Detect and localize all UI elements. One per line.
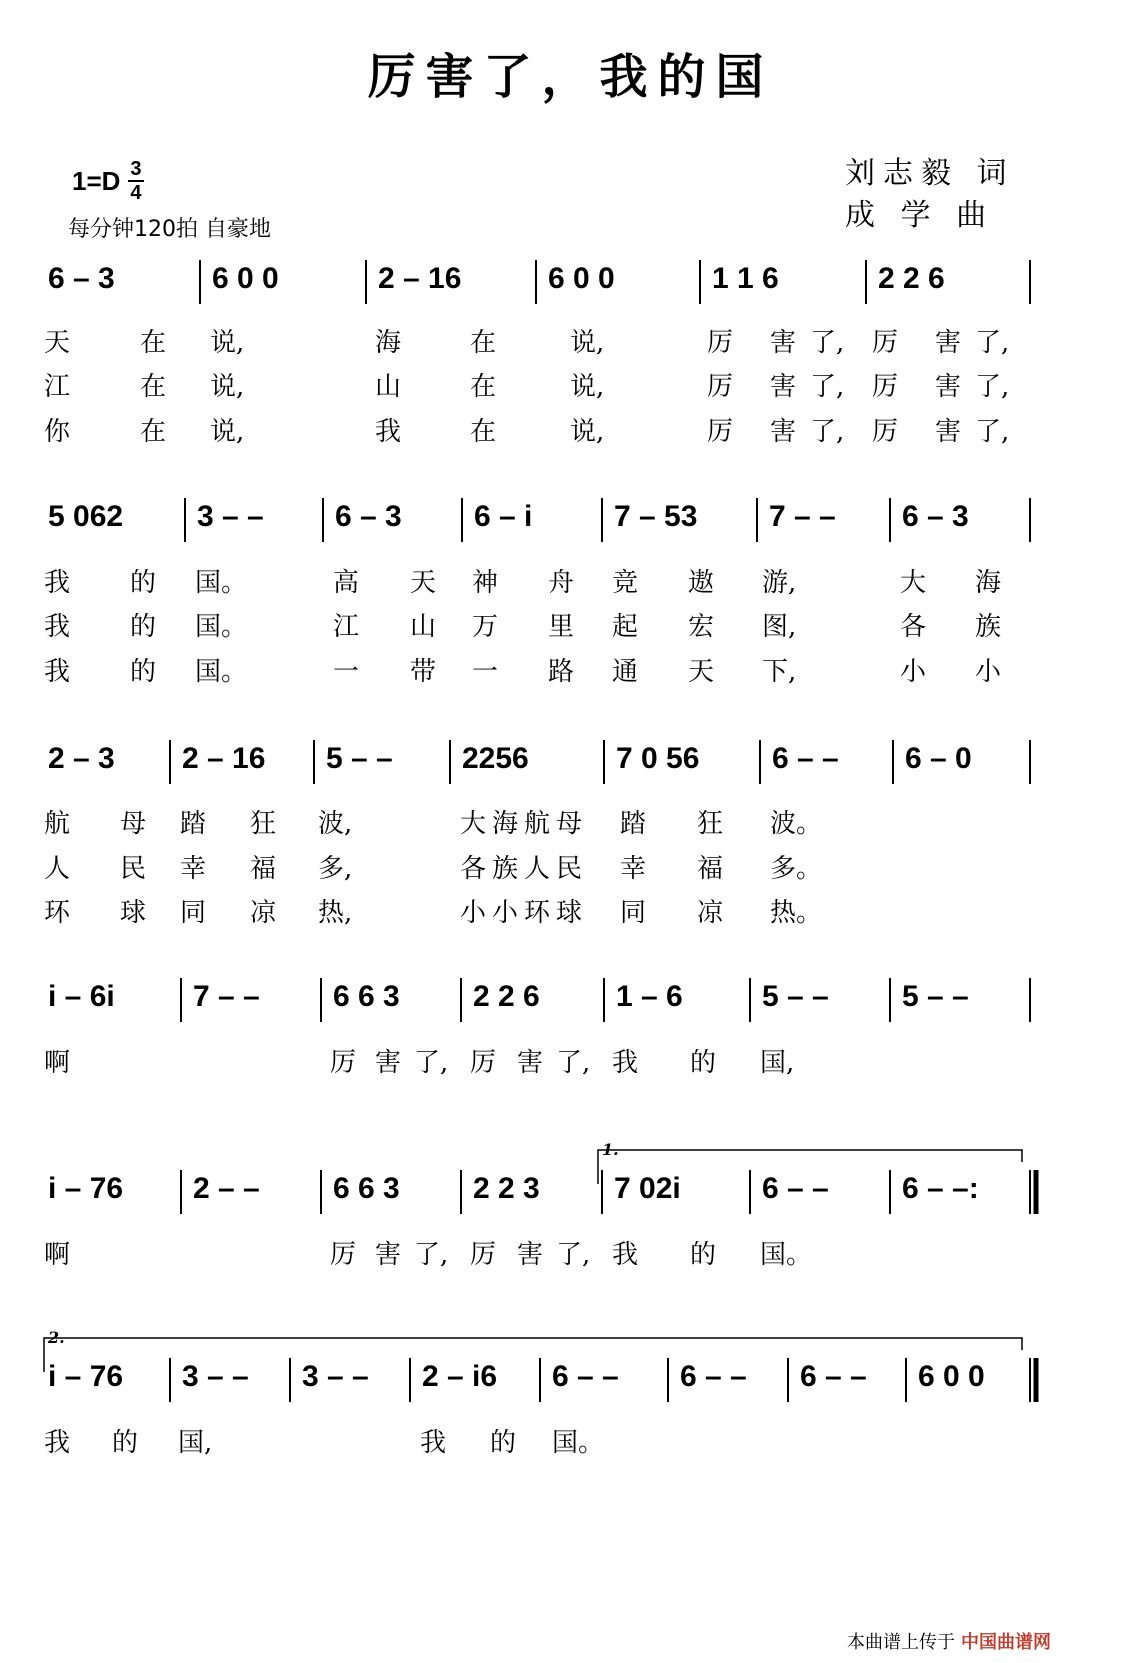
lyric-syllable: 环 <box>44 898 71 928</box>
lyric-syllable: 高 <box>333 568 360 598</box>
lyric-syllable: 幸 <box>620 854 647 884</box>
lyric-syllable: 凉 <box>697 898 724 928</box>
lyric-syllable: 波。 <box>770 809 823 839</box>
lyric-syllable: 凉 <box>250 898 277 928</box>
lyric-syllable: 航 <box>44 809 71 839</box>
lyric-syllable: 了, <box>414 1048 449 1078</box>
measure: 6 – 3 <box>335 500 402 533</box>
lyric-syllable: 我 <box>44 657 71 687</box>
lyric-syllable: 多。 <box>770 854 823 884</box>
time-sig-den: 4 <box>130 182 142 204</box>
measure: 3 – – <box>197 500 264 533</box>
lyric-syllable: 狂 <box>697 809 724 839</box>
measure: 6 – – <box>762 1172 829 1205</box>
lyric-syllable: 厉 <box>872 328 899 358</box>
lyric-syllable: 国。 <box>760 1240 813 1270</box>
lyric-syllable: 害 <box>935 417 962 447</box>
lyric-syllable: 我 <box>44 612 71 642</box>
measure: 6 6 3 <box>333 1172 400 1205</box>
lyric-syllable: 天 <box>44 328 71 358</box>
measure: 6 – i <box>474 500 533 533</box>
lyric-syllable: 带 <box>410 657 437 687</box>
lyric-syllable: 在 <box>470 372 497 402</box>
lyric-syllable: 一 <box>333 657 360 687</box>
lyric-syllable: 的 <box>490 1428 517 1458</box>
lyric-syllable: 宏 <box>688 612 715 642</box>
measure: 6 – 3 <box>48 262 115 295</box>
lyricist-credit: 刘志毅 词 <box>845 156 1015 191</box>
lyric-syllable: 厉 <box>330 1048 357 1078</box>
lyric-syllable: 了, <box>556 1240 591 1270</box>
lyric-syllable: 多, <box>318 854 353 884</box>
lyric-syllable: 厉 <box>707 328 734 358</box>
lyric-syllable: 竞 <box>612 568 639 598</box>
lyric-syllable: 同 <box>620 898 647 928</box>
lyric-syllable: 福 <box>250 854 277 884</box>
measure: 1 1 6 <box>712 262 779 295</box>
measure: 6 – – <box>772 742 839 775</box>
lyric-syllable: 热。 <box>770 898 823 928</box>
lyric-syllable: 热, <box>318 898 353 928</box>
lyric-syllable: 说, <box>570 372 605 402</box>
measure: 7 02i <box>614 1172 681 1205</box>
tempo-marking: 每分钟120拍 自豪地 <box>68 217 271 242</box>
lyric-syllable: 了, <box>975 372 1010 402</box>
lyric-syllable: 说, <box>570 417 605 447</box>
lyric-syllable: 福 <box>697 854 724 884</box>
lyric-syllable: 害 <box>517 1048 544 1078</box>
stave-row-5 <box>0 1140 1141 1242</box>
lyric-syllable: 的 <box>130 612 157 642</box>
composer-credit: 成 学 曲 <box>845 198 995 233</box>
lyric-syllable: 了, <box>810 417 845 447</box>
lyric-syllable: 江 <box>44 372 71 402</box>
lyric-syllable: 在 <box>140 372 167 402</box>
lyric-syllable: 害 <box>375 1240 402 1270</box>
lyric-syllable: 了, <box>975 417 1010 447</box>
lyric-syllable: 的 <box>690 1240 717 1270</box>
lyric-syllable: 的 <box>112 1428 139 1458</box>
volta-label: 1. <box>602 1140 619 1159</box>
lyric-syllable: 厉 <box>707 372 734 402</box>
measure: 6 – 0 <box>905 742 972 775</box>
lyric-syllable: 啊 <box>44 1048 71 1078</box>
lyric-syllable: 国。 <box>195 612 248 642</box>
stave-row-4 <box>0 970 1141 1050</box>
measure: 2256 <box>462 742 529 775</box>
lyric-syllable: 幸 <box>180 854 207 884</box>
stave-row-1 <box>0 252 1141 332</box>
measure: i – 76 <box>48 1172 124 1205</box>
lyric-syllable: 江 <box>333 612 360 642</box>
lyric-syllable: 下, <box>762 657 797 687</box>
key-label: 1=D <box>72 165 121 196</box>
measure: 6 – – <box>552 1360 619 1393</box>
lyric-syllable: 在 <box>470 328 497 358</box>
stave-lines <box>0 970 1141 1050</box>
measure: 1 – 6 <box>616 980 683 1013</box>
lyric-syllable: 说, <box>210 372 245 402</box>
measure: 6 6 3 <box>333 980 400 1013</box>
lyric-syllable: 厉 <box>707 417 734 447</box>
lyric-syllable: 害 <box>517 1240 544 1270</box>
lyric-syllable: 海 <box>975 568 1002 598</box>
measure: 7 – – <box>193 980 260 1013</box>
lyric-syllable: 国, <box>178 1428 213 1458</box>
lyric-syllable: 路 <box>548 657 575 687</box>
lyric-syllable: 害 <box>770 417 797 447</box>
lyric-syllable: 了, <box>414 1240 449 1270</box>
lyric-syllable: 厉 <box>470 1240 497 1270</box>
lyric-syllable: 踏 <box>180 809 207 839</box>
lyric-syllable: 狂 <box>250 809 277 839</box>
lyric-syllable: 小小环球 <box>460 898 589 928</box>
lyric-syllable: 了, <box>975 328 1010 358</box>
lyric-syllable: 在 <box>470 417 497 447</box>
lyric-syllable: 国, <box>760 1048 795 1078</box>
measure: i – 76 <box>48 1360 124 1393</box>
measure: 2 – 16 <box>378 262 462 295</box>
measure: 2 – i6 <box>422 1360 498 1393</box>
lyric-syllable: 各族人民 <box>460 854 589 884</box>
lyric-syllable: 山 <box>410 612 437 642</box>
measure: 6 – – <box>800 1360 867 1393</box>
lyric-syllable: 舟 <box>548 568 575 598</box>
song-title: 厉害了，我的国 <box>367 49 774 105</box>
footer-text: 本曲谱上传于 <box>847 1632 955 1653</box>
lyric-syllable: 球 <box>120 898 147 928</box>
lyric-syllable: 天 <box>410 568 437 598</box>
lyric-syllable: 在 <box>140 328 167 358</box>
footer-brand: 中国曲谱网 <box>961 1632 1051 1653</box>
measure: 7 – 53 <box>614 500 698 533</box>
lyric-syllable: 了, <box>810 372 845 402</box>
lyric-syllable: 海 <box>375 328 402 358</box>
time-sig-num: 3 <box>130 158 142 180</box>
lyric-syllable: 我 <box>44 568 71 598</box>
lyric-syllable: 了, <box>810 328 845 358</box>
lyric-syllable: 国。 <box>552 1428 605 1458</box>
lyric-syllable: 害 <box>935 372 962 402</box>
measure: 5 – – <box>762 980 829 1013</box>
lyric-syllable: 民 <box>120 854 147 884</box>
lyric-syllable: 大 <box>900 568 927 598</box>
lyric-syllable: 通 <box>612 657 639 687</box>
lyric-syllable: 我 <box>612 1240 639 1270</box>
measure: 7 0 56 <box>616 742 700 775</box>
measure: 2 2 6 <box>878 262 945 295</box>
lyric-syllable: 遨 <box>688 568 715 598</box>
lyric-syllable: 波, <box>318 809 353 839</box>
lyric-syllable: 起 <box>612 612 639 642</box>
lyric-syllable: 厉 <box>872 372 899 402</box>
measure: 6 0 0 <box>918 1360 985 1393</box>
lyric-syllable: 母 <box>120 809 147 839</box>
measure: 6 0 0 <box>212 262 279 295</box>
lyric-syllable: 我 <box>44 1428 71 1458</box>
stave-row-2 <box>0 490 1141 570</box>
measure: 2 – – <box>193 1172 260 1205</box>
lyric-syllable: 了, <box>556 1048 591 1078</box>
lyric-syllable: 大海航母 <box>460 809 589 839</box>
measure: 2 – 3 <box>48 742 115 775</box>
lyric-syllable: 一 <box>472 657 499 687</box>
stave-row-6 <box>0 1328 1141 1430</box>
measure: 6 – –: <box>902 1172 979 1205</box>
measure: 3 – – <box>182 1360 249 1393</box>
lyric-syllable: 国。 <box>195 568 248 598</box>
measure: 6 – – <box>680 1360 747 1393</box>
lyric-syllable: 里 <box>548 612 575 642</box>
measure: 7 – – <box>769 500 836 533</box>
lyric-syllable: 害 <box>770 328 797 358</box>
measure: 5 062 <box>48 500 124 533</box>
lyric-syllable: 万 <box>472 612 499 642</box>
lyric-syllable: 厉 <box>872 417 899 447</box>
lyric-syllable: 我 <box>420 1428 447 1458</box>
time-signature <box>128 158 143 204</box>
lyric-syllable: 各 <box>900 612 927 642</box>
lyric-syllable: 人 <box>44 854 71 884</box>
lyric-syllable: 神 <box>472 568 499 598</box>
lyric-syllable: 说, <box>570 328 605 358</box>
stave-lines <box>0 490 1141 570</box>
lyric-syllable: 我 <box>612 1048 639 1078</box>
stave-row-3 <box>0 732 1141 812</box>
measure: 2 2 6 <box>473 980 540 1013</box>
lyric-syllable: 的 <box>130 657 157 687</box>
key-signature <box>72 158 144 204</box>
lyric-syllable: 害 <box>375 1048 402 1078</box>
lyric-syllable: 说, <box>210 417 245 447</box>
lyric-syllable: 小 <box>975 657 1002 687</box>
lyric-syllable: 图, <box>762 612 797 642</box>
lyric-syllable: 我 <box>375 417 402 447</box>
footer-note <box>847 1628 1051 1654</box>
lyric-syllable: 山 <box>375 372 402 402</box>
volta-label: 2. <box>48 1328 65 1347</box>
measure: 5 – – <box>326 742 393 775</box>
lyric-syllable: 害 <box>770 372 797 402</box>
lyric-syllable: 小 <box>900 657 927 687</box>
lyric-syllable: 害 <box>935 328 962 358</box>
lyric-syllable: 天 <box>688 657 715 687</box>
measure: 2 2 3 <box>473 1172 540 1205</box>
lyric-syllable: 踏 <box>620 809 647 839</box>
measure: i – 6i <box>48 980 115 1013</box>
lyric-syllable: 同 <box>180 898 207 928</box>
measure: 2 – 16 <box>182 742 266 775</box>
lyric-syllable: 的 <box>690 1048 717 1078</box>
measure: 5 – – <box>902 980 969 1013</box>
lyric-syllable: 啊 <box>44 1240 71 1270</box>
lyric-syllable: 游, <box>762 568 797 598</box>
measure: 3 – – <box>302 1360 369 1393</box>
lyric-syllable: 在 <box>140 417 167 447</box>
lyric-syllable: 你 <box>44 417 71 447</box>
measure: 6 0 0 <box>548 262 615 295</box>
lyric-syllable: 的 <box>130 568 157 598</box>
lyric-syllable: 族 <box>975 612 1002 642</box>
lyric-syllable: 说, <box>210 328 245 358</box>
lyric-syllable: 厉 <box>470 1048 497 1078</box>
measure: 6 – 3 <box>902 500 969 533</box>
lyric-syllable: 厉 <box>330 1240 357 1270</box>
lyric-syllable: 国。 <box>195 657 248 687</box>
